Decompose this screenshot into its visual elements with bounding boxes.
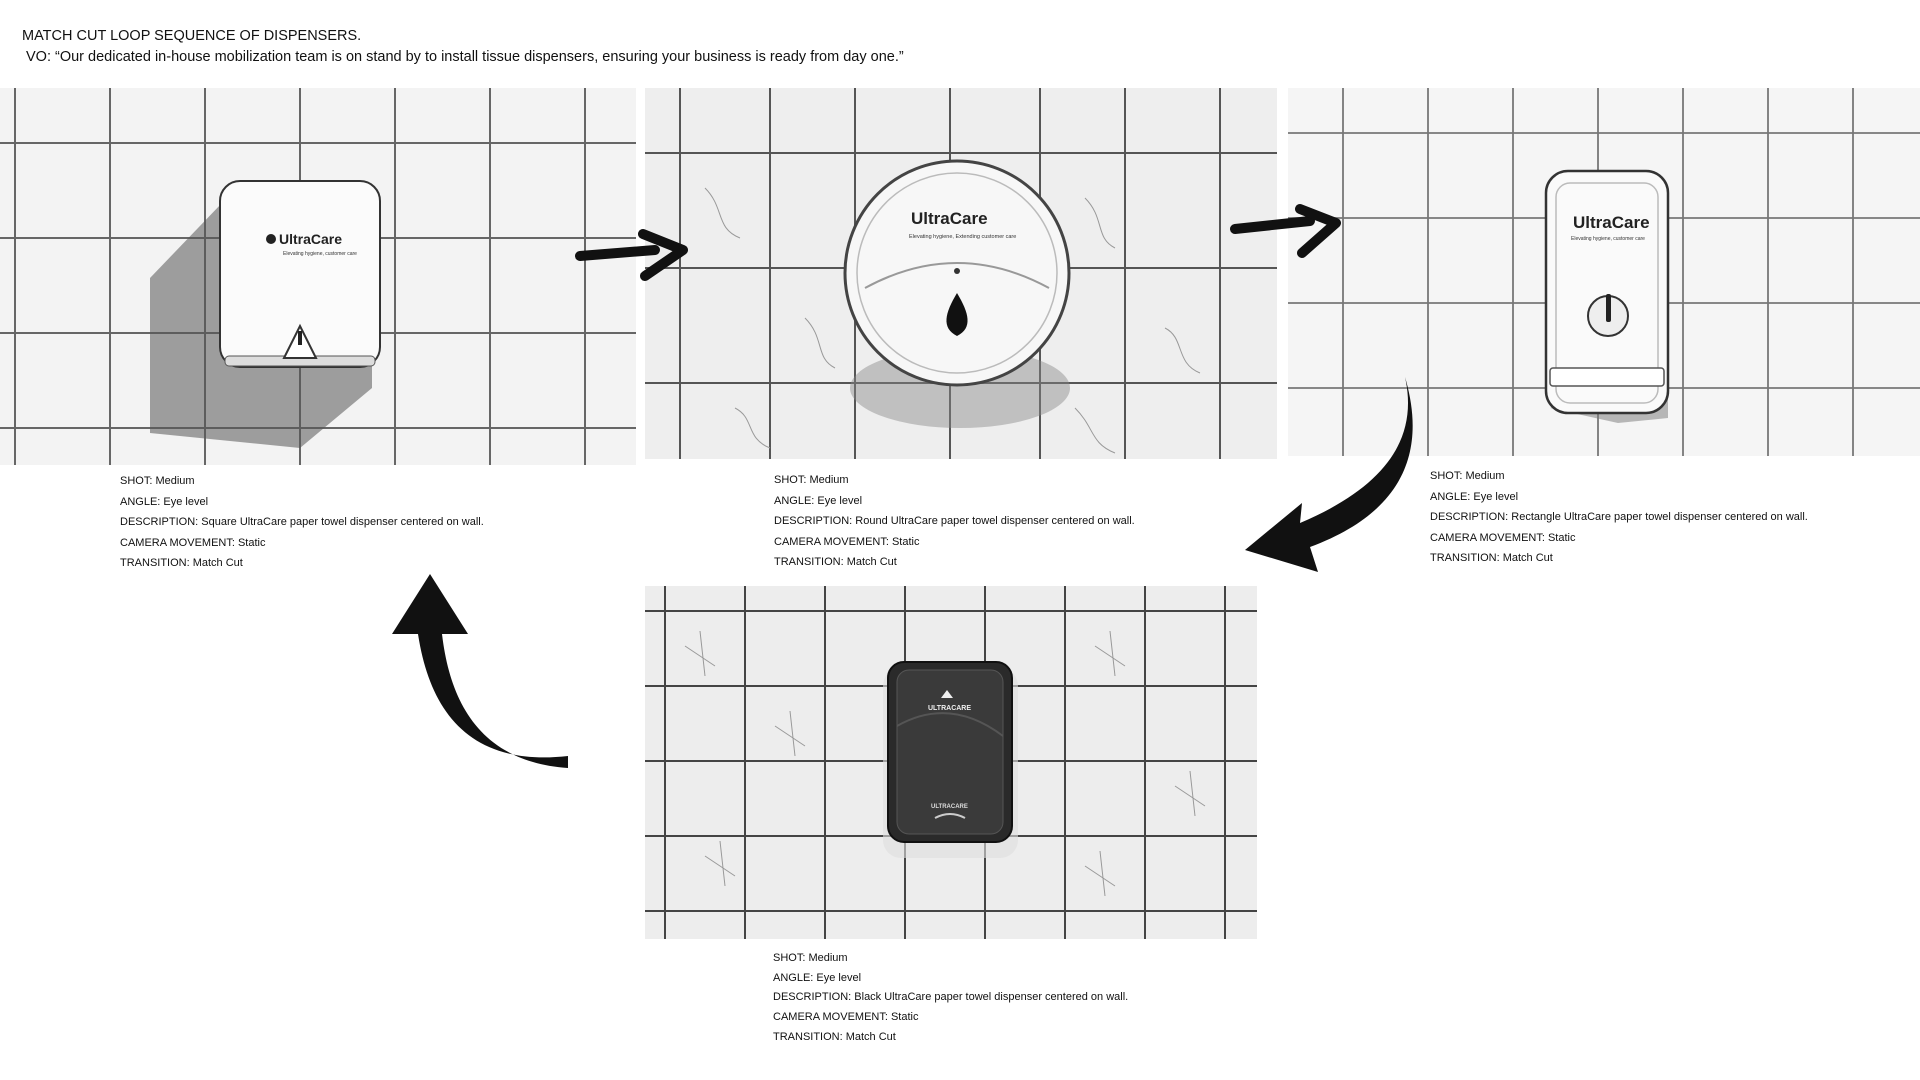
brand-logo-text: UltraCare <box>279 231 343 247</box>
camera-movement-label: CAMERA MOVEMENT: Static <box>773 1011 919 1024</box>
brand-logo-bottom: ULTRACARE <box>931 804 968 810</box>
storyboard-frame-4 <box>645 586 1257 939</box>
description-label: DESCRIPTION: Rectangle UltraCare paper towel dispenser centered on wall. <box>1430 511 1808 523</box>
shot-notes-3 <box>1430 466 1808 569</box>
description-label: DESCRIPTION: Round UltraCare paper towel dispenser centered on wall. <box>774 515 1135 527</box>
camera-movement-label: CAMERA MOVEMENT: Static <box>774 535 920 548</box>
transition-label: TRANSITION: Match Cut <box>120 557 243 569</box>
angle-label: ANGLE: Eye level <box>120 495 209 508</box>
storyboard-frame-1 <box>0 88 636 465</box>
shot-label: SHOT: Medium <box>774 474 849 486</box>
square-dispenser-illustration <box>0 88 636 465</box>
angle-label: ANGLE: Eye level <box>773 971 862 984</box>
round-dispenser-illustration <box>645 88 1277 459</box>
arrow-curve-up-icon <box>390 572 570 772</box>
brand-logo-text: UltraCare <box>1573 213 1650 232</box>
transition-label: TRANSITION: Match Cut <box>773 1030 896 1043</box>
angle-label: ANGLE: Eye level <box>774 494 863 507</box>
brand-tagline: Elevating hygiene, customer care <box>1571 236 1645 242</box>
shot-notes-2 <box>774 470 1135 573</box>
brand-tagline: Elevating hygiene, customer care <box>283 251 357 257</box>
page-header <box>22 26 904 68</box>
camera-movement-label: CAMERA MOVEMENT: Static <box>1430 531 1576 544</box>
brand-tagline: Elevating hygiene, Extending customer care <box>909 234 1017 240</box>
brand-logo-text: ULTRACARE <box>928 705 972 712</box>
shot-notes-4 <box>773 949 1128 1048</box>
sequence-title: MATCH CUT LOOP SEQUENCE OF DISPENSERS. <box>22 28 362 44</box>
arrow-right-icon <box>1230 205 1350 260</box>
camera-movement-label: CAMERA MOVEMENT: Static <box>120 536 266 549</box>
arrow-curve-down-left-icon <box>1240 375 1420 575</box>
transition-label: TRANSITION: Match Cut <box>774 556 897 568</box>
black-dispenser-illustration <box>645 586 1257 939</box>
description-label: DESCRIPTION: Square UltraCare paper towel dispenser centered on wall. <box>120 516 484 528</box>
angle-label: ANGLE: Eye level <box>1430 490 1519 503</box>
shot-label: SHOT: Medium <box>1430 470 1505 482</box>
brand-logo-text: UltraCare <box>911 209 988 228</box>
shot-label: SHOT: Medium <box>773 952 848 964</box>
transition-label: TRANSITION: Match Cut <box>1430 552 1553 564</box>
arrow-right-icon <box>575 228 695 283</box>
description-label: DESCRIPTION: Black UltraCare paper towel dispenser centered on wall. <box>773 991 1129 1004</box>
shot-label: SHOT: Medium <box>120 475 195 487</box>
shot-notes-1 <box>120 471 484 574</box>
voiceover-text: VO: “Our dedicated in-house mobilization team is on stand by to install tissue dispensers, ensuring your business is ready from day one.” <box>26 49 904 65</box>
storyboard-frame-2 <box>645 88 1277 459</box>
